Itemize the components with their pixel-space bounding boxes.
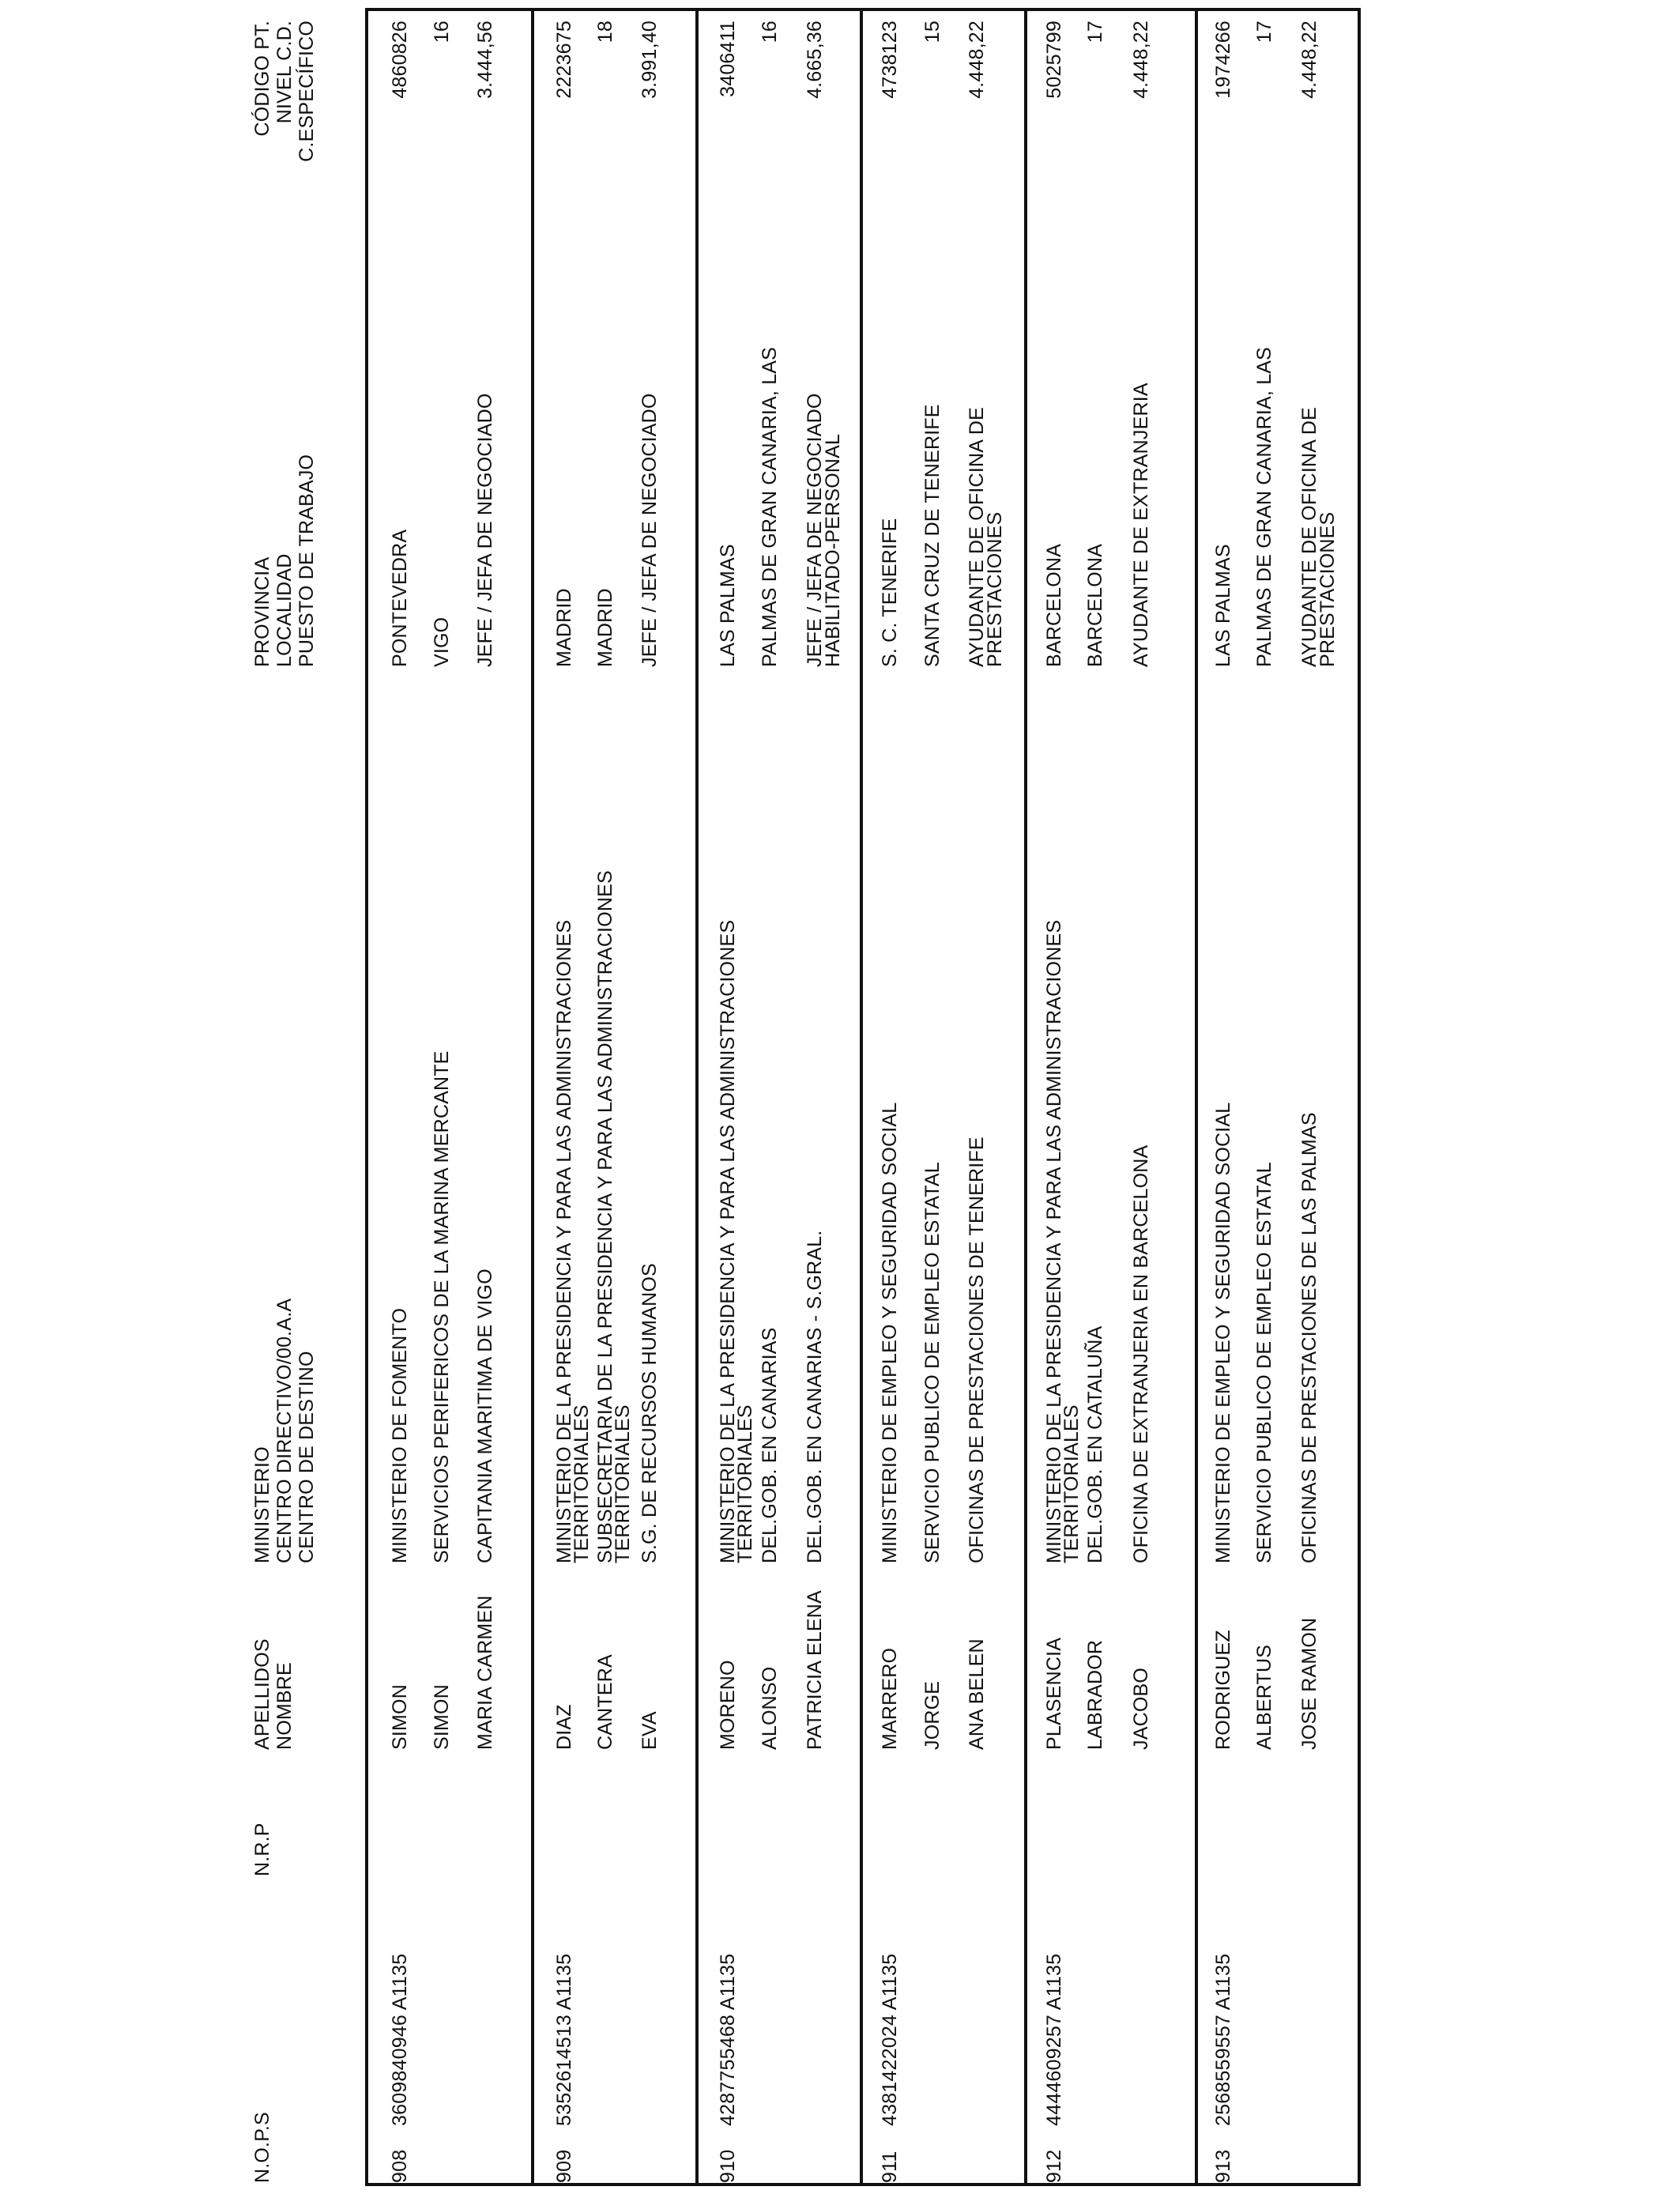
header-nivel: NIVEL C.D. — [273, 21, 296, 124]
row-ministerio: MINISTERIO DE LA PRESIDENCIA Y PARA LAS ADMINISTRACIONES — [553, 919, 575, 1563]
row-especifico: 4.448,22 — [966, 21, 988, 99]
row-provincia: MADRID — [553, 588, 575, 667]
row-ministerio-cont: TERRITORIALES — [734, 1404, 756, 1563]
row-ministerio-cont: TERRITORIALES — [1060, 1404, 1083, 1563]
header-nrp: N.R.P — [251, 1823, 273, 1876]
row-ministerio: MINISTERIO DE LA PRESIDENCIA Y PARA LAS ADMINISTRACIONES — [1043, 919, 1065, 1563]
row-nivel: 15 — [921, 21, 944, 43]
row-nrp: 4444609257 A1135 — [1043, 1953, 1065, 2126]
row-apellido2: ALBERTUS — [1253, 1644, 1275, 1750]
row-apellido1: DIAZ — [553, 1704, 575, 1750]
header-especifico: C.ESPECÍFICO — [296, 21, 318, 162]
header-localidad: LOCALIDAD — [273, 553, 296, 667]
row-destino: S.G. DE RECURSOS HUMANOS — [638, 1263, 661, 1563]
row-nrp: 5352614513 A1135 — [553, 1953, 575, 2126]
row-separator — [531, 8, 534, 2186]
row-especifico: 4.448,22 — [1130, 21, 1152, 99]
row-nops: 911 — [879, 2151, 901, 2183]
row-nrp: 3609840946 A1135 — [389, 1953, 411, 2126]
row-apellido1: SIMON — [389, 1684, 411, 1750]
row-puesto: JEFE / JEFA DE NEGOCIADO — [474, 393, 496, 667]
row-puesto: AYUDANTE DE EXTRANJERIA — [1130, 383, 1152, 667]
row-apellido1: MARRERO — [879, 1647, 901, 1750]
row-provincia: S. C. TENERIFE — [879, 518, 901, 667]
row-centro-cont: TERRITORIALES — [612, 1404, 634, 1563]
row-centro: SERVICIO PUBLICO DE EMPLEO ESTATAL — [1253, 1162, 1275, 1563]
row-separator — [1024, 8, 1027, 2186]
row-nivel: 16 — [759, 21, 781, 43]
row-nops: 912 — [1043, 2149, 1065, 2183]
header-provincia: PROVINCIA — [251, 556, 273, 667]
row-nombre: MARIA CARMEN — [474, 1595, 496, 1750]
row-destino: DEL.GOB. EN CANARIAS - S.GRAL. — [804, 1230, 826, 1563]
header-centro-directivo: CENTRO DIRECTIVO/00.A.A — [273, 1298, 296, 1563]
row-separator — [860, 8, 863, 2186]
row-nrp: 2568559557 A1135 — [1212, 1953, 1234, 2126]
row-ministerio: MINISTERIO DE FOMENTO — [389, 1307, 411, 1563]
row-codigo: 4860826 — [389, 21, 411, 99]
row-provincia: PONTEVEDRA — [389, 529, 411, 667]
row-especifico: 3.991,40 — [638, 21, 661, 99]
row-apellido1: MORENO — [717, 1660, 739, 1750]
row-codigo: 3406411 — [717, 21, 739, 97]
row-destino: OFICINAS DE PRESTACIONES DE TENERIFE — [966, 1137, 988, 1563]
row-separator — [1195, 8, 1198, 2186]
row-nombre: EVA — [638, 1711, 661, 1750]
row-centro: DEL.GOB. EN CATALUÑA — [1084, 1325, 1106, 1563]
row-provincia: LAS PALMAS — [1212, 544, 1234, 667]
row-localidad: PALMAS DE GRAN CANARIA, LAS — [759, 346, 781, 667]
row-nivel: 17 — [1253, 21, 1275, 43]
row-ministerio: MINISTERIO DE EMPLEO Y SEGURIDAD SOCIAL — [879, 1102, 901, 1563]
header-nops: N.O.P.S — [251, 2112, 273, 2183]
row-ministerio: MINISTERIO DE EMPLEO Y SEGURIDAD SOCIAL — [1212, 1102, 1234, 1563]
table-frame — [365, 8, 1361, 2186]
header-puesto: PUESTO DE TRABAJO — [296, 454, 318, 667]
row-nrp: 4287755468 A1135 — [717, 1953, 739, 2126]
row-especifico: 4.665,36 — [804, 21, 826, 99]
row-localidad: VIGO — [431, 616, 453, 667]
row-apellido2: LABRADOR — [1084, 1639, 1106, 1750]
row-nivel: 18 — [594, 21, 616, 43]
row-apellido2: ALONSO — [759, 1666, 781, 1750]
row-localidad: BARCELONA — [1084, 543, 1106, 667]
row-apellido2: SIMON — [431, 1684, 453, 1750]
header-centro-destino: CENTRO DE DESTINO — [296, 1351, 318, 1563]
row-puesto-cont: PRESTACIONES — [984, 511, 1006, 667]
row-provincia: LAS PALMAS — [717, 544, 739, 667]
row-ministerio-cont: TERRITORIALES — [571, 1404, 593, 1563]
row-puesto-cont: HABILITADO-PERSONAL — [822, 433, 844, 667]
row-codigo: 5025799 — [1043, 21, 1065, 99]
row-centro: SERVICIOS PERIFERICOS DE LA MARINA MERCANTE — [431, 1050, 453, 1563]
row-apellido1: PLASENCIA — [1043, 1637, 1065, 1750]
row-codigo: 4738123 — [879, 21, 901, 99]
row-ministerio: MINISTERIO DE LA PRESIDENCIA Y PARA LAS ADMINISTRACIONES — [717, 919, 739, 1563]
row-nombre: ANA BELEN — [966, 1638, 988, 1750]
row-centro: SERVICIO PUBLICO DE EMPLEO ESTATAL — [921, 1162, 944, 1563]
row-codigo: 1974266 — [1212, 21, 1234, 99]
row-nombre: JOSE RAMON — [1298, 1617, 1320, 1750]
row-apellido2: CANTERA — [594, 1654, 616, 1750]
row-especifico: 3.444,56 — [474, 21, 496, 99]
row-apellido1: RODRIGUEZ — [1212, 1630, 1234, 1750]
row-nops: 910 — [717, 2149, 739, 2183]
row-provincia: BARCELONA — [1043, 543, 1065, 667]
row-puesto: JEFE / JEFA DE NEGOCIADO — [804, 393, 826, 667]
header-apellidos: APELLIDOS — [251, 1638, 273, 1750]
row-localidad: SANTA CRUZ DE TENERIFE — [921, 404, 944, 667]
row-puesto: AYUDANTE DE OFICINA DE — [1298, 407, 1320, 667]
row-localidad: MADRID — [594, 588, 616, 667]
header-nombre: NOMBRE — [273, 1662, 296, 1750]
row-nops: 913 — [1212, 2149, 1234, 2183]
row-nombre: PATRICIA ELENA — [804, 1590, 826, 1750]
row-centro: DEL.GOB. EN CANARIAS — [759, 1327, 781, 1563]
row-puesto: JEFE / JEFA DE NEGOCIADO — [638, 393, 661, 667]
header-ministerio: MINISTERIO — [251, 1446, 273, 1563]
row-nivel: 17 — [1084, 21, 1106, 43]
row-destino: CAPITANIA MARITIMA DE VIGO — [474, 1269, 496, 1563]
row-nrp: 4381422024 A1135 — [879, 1953, 901, 2126]
header-codigo: CÓDIGO PT. — [251, 21, 273, 137]
row-nops: 909 — [553, 2149, 575, 2183]
row-localidad: PALMAS DE GRAN CANARIA, LAS — [1253, 346, 1275, 667]
row-puesto-cont: PRESTACIONES — [1317, 511, 1339, 667]
row-nombre: JACOBO — [1130, 1668, 1152, 1750]
row-apellido2: JORGE — [921, 1680, 944, 1750]
row-puesto: AYUDANTE DE OFICINA DE — [966, 407, 988, 667]
row-separator — [695, 8, 699, 2186]
row-destino: OFICINAS DE PRESTACIONES DE LAS PALMAS — [1298, 1112, 1320, 1563]
row-nivel: 16 — [431, 21, 453, 43]
row-destino: OFICINA DE EXTRANJERIA EN BARCELONA — [1130, 1144, 1152, 1563]
row-centro: SUBSECRETARIA DE LA PRESIDENCIA Y PARA LAS ADMINISTRACIONES — [594, 870, 616, 1563]
row-nops: 908 — [389, 2149, 411, 2183]
row-especifico: 4.448,22 — [1298, 21, 1320, 99]
row-codigo: 2223675 — [553, 21, 575, 99]
